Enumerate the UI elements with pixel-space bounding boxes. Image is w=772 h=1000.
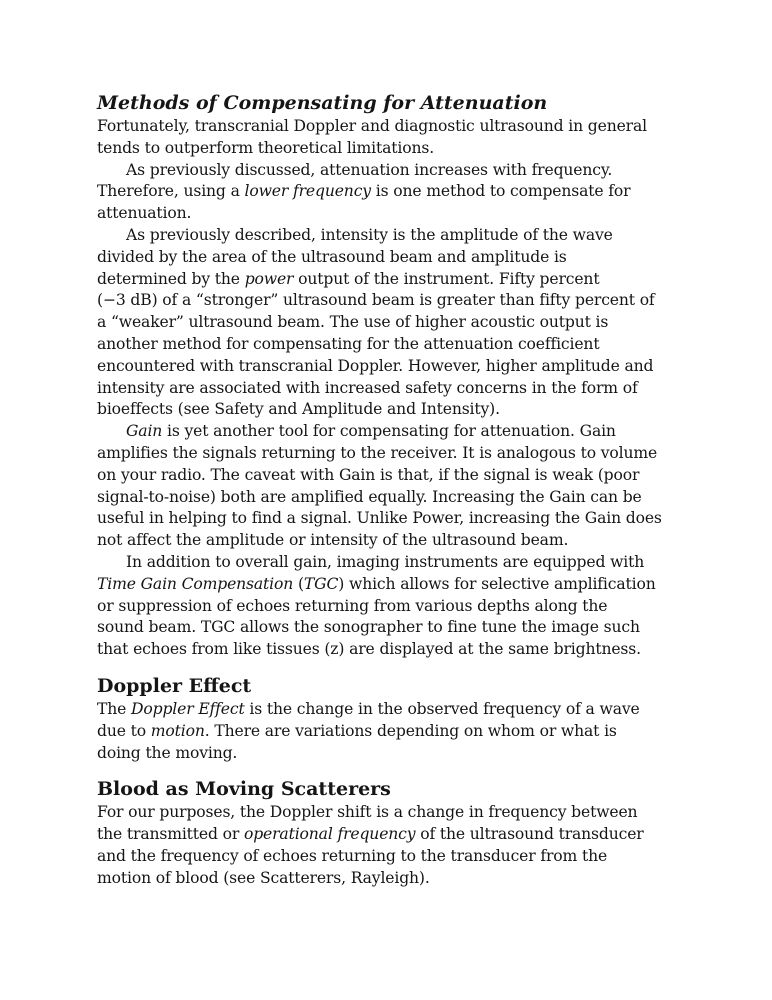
text-run: ) which allows for selective amplification <box>338 574 656 593</box>
text-line: not affect the amplitude or intensity of the ultrasound beam. <box>97 531 569 550</box>
text-line: tends to outperform theoretical limitations. <box>97 138 435 157</box>
text-run: The <box>97 699 132 718</box>
text-run: is one method to compensate for <box>370 182 631 201</box>
section-spacer <box>97 764 675 774</box>
text-line: on your radio. The caveat with Gain is that, if the signal is weak (poor <box>97 465 640 484</box>
emphasis-text: power <box>244 269 294 288</box>
text-line <box>97 721 675 743</box>
text-line <box>97 824 675 846</box>
text-run: output of the instrument. Fifty percent <box>293 269 600 288</box>
paragraph <box>97 699 675 764</box>
text-line: useful in helping to find a signal. Unlike Power, increasing the Gain does <box>97 509 662 528</box>
emphasis-text: TGC <box>303 574 339 593</box>
text-line: intensity are associated with increased safety concerns in the form of <box>97 378 638 397</box>
text-line <box>97 699 675 721</box>
section-heading-blood-scatterers: Blood as Moving Scatterers <box>97 778 391 801</box>
text-line <box>97 421 675 443</box>
emphasis-text: lower frequency <box>244 182 371 201</box>
paragraph <box>97 552 675 661</box>
text-line: For our purposes, the Doppler shift is a change in frequency between <box>97 803 638 822</box>
text-line: As previously described, intensity is the amplitude of the wave <box>126 225 613 244</box>
text-run: due to <box>97 721 151 740</box>
emphasis-text: Time Gain Compensation <box>97 574 294 593</box>
text-line: a “weaker” ultrasound beam. The use of higher acoustic output is <box>97 313 609 332</box>
paragraph <box>97 802 675 889</box>
text-run: ( <box>293 574 304 593</box>
text-line <box>97 181 675 203</box>
text-run: is yet another tool for compensating for attenuation. Gain <box>162 422 616 441</box>
paragraph <box>97 160 675 225</box>
text-run: is the change in the observed frequency of a wave <box>244 699 640 718</box>
text-line: As previously discussed, attenuation increases with frequency. <box>126 160 613 179</box>
text-run: of the ultrasound transducer <box>415 825 644 844</box>
text-line: (−3 dB) of a “stronger” ultrasound beam is greater than fifty percent of <box>97 291 655 310</box>
text-line: encountered with transcranial Doppler. However, higher amplitude and <box>97 356 654 375</box>
emphasis-text: operational frequency <box>243 825 416 844</box>
text-line: In addition to overall gain, imaging instruments are equipped with <box>126 552 645 571</box>
section-heading-doppler-effect: Doppler Effect <box>97 674 252 697</box>
paragraph <box>97 116 675 160</box>
document-page <box>97 88 675 890</box>
emphasis-text: Gain <box>126 422 163 441</box>
text-run: . There are variations depending on whom or what is <box>204 721 617 740</box>
text-line: another method for compensating for the attenuation coefficient <box>97 334 600 353</box>
text-line: motion of blood (see Scatterers, Rayleigh). <box>97 868 430 887</box>
text-line: sound beam. TGC allows the sonographer to fine tune the image such <box>97 618 640 637</box>
text-line <box>97 574 675 596</box>
paragraph <box>97 225 675 421</box>
text-line: divided by the area of the ultrasound beam and amplitude is <box>97 247 567 266</box>
text-line: signal-to-noise) both are amplified equally. Increasing the Gain can be <box>97 487 642 506</box>
text-line <box>97 269 675 291</box>
text-run: Therefore, using a <box>97 182 245 201</box>
text-line: amplifies the signals returning to the receiver. It is analogous to volume <box>97 443 658 462</box>
emphasis-text: motion <box>150 721 205 740</box>
text-line: or suppression of echoes returning from various depths along the <box>97 596 608 615</box>
emphasis-text: Doppler Effect <box>131 699 245 718</box>
text-line: bioeffects (see Safety and Amplitude and Intensity). <box>97 400 500 419</box>
text-run: determined by the <box>97 269 245 288</box>
text-line: doing the moving. <box>97 743 238 762</box>
paragraph <box>97 421 675 552</box>
section-heading-attenuation: Methods of Compensating for Attenuation <box>97 92 548 114</box>
text-run: the transmitted or <box>97 825 244 844</box>
text-line: Fortunately, transcranial Doppler and diagnostic ultrasound in general <box>97 117 647 135</box>
text-line: that echoes from like tissues (z) are displayed at the same brightness. <box>97 640 641 659</box>
text-line: attenuation. <box>97 204 192 223</box>
text-line: and the frequency of echoes returning to the transducer from the <box>97 846 608 865</box>
section-spacer <box>97 661 675 671</box>
